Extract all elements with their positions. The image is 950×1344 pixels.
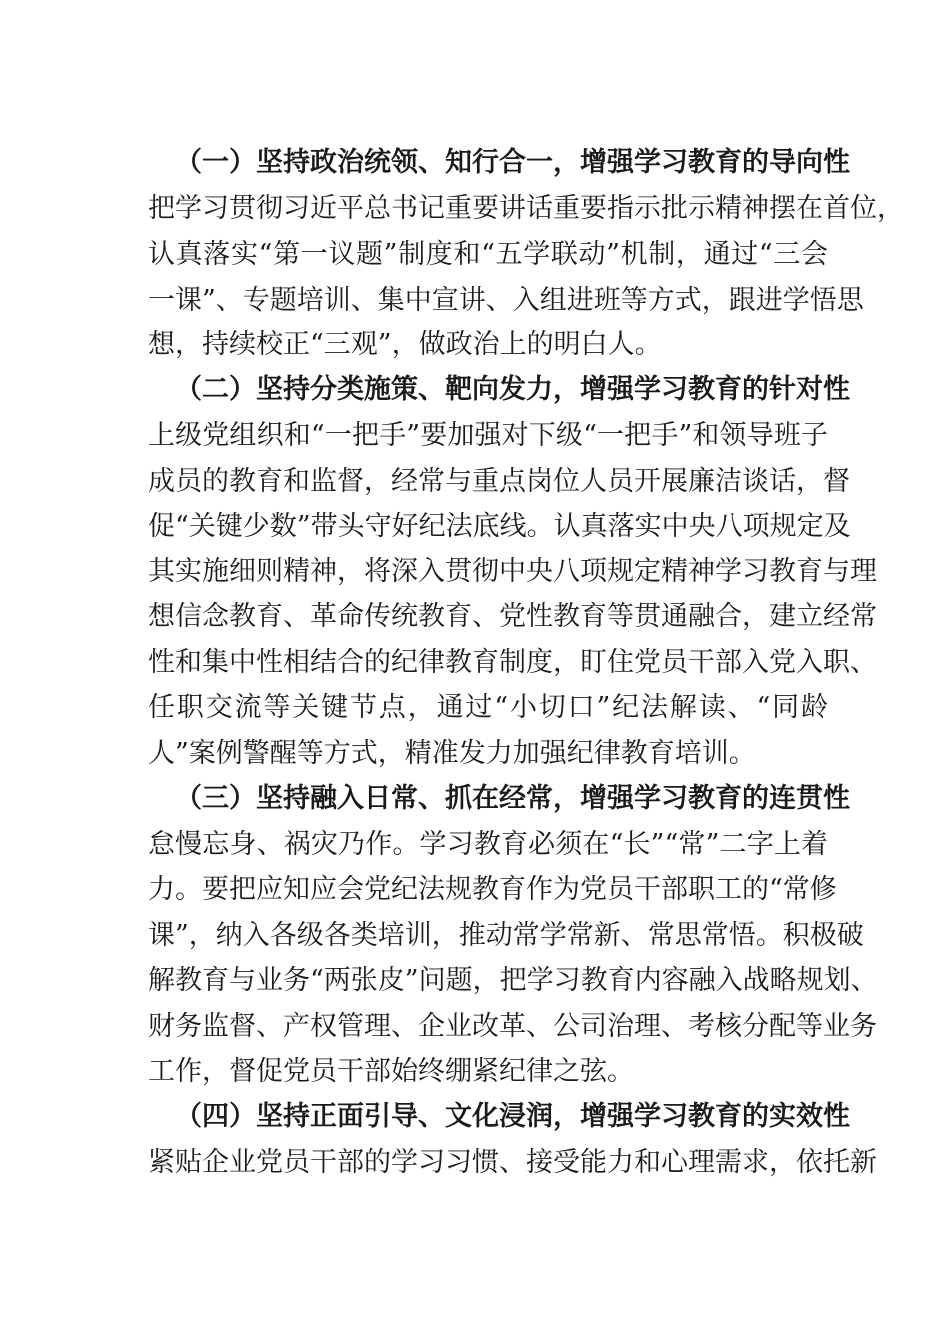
body-line: 性和集中性相结合的纪律教育制度，盯住党员干部入党入职、 <box>148 647 877 678</box>
body-line: 课”，纳入各级各类培训，推动常学常新、常思常悟。积极破 <box>148 920 864 951</box>
section-heading: （二）坚持分类施策、靶向发力，增强学习教育的针对性 <box>175 374 850 405</box>
body-line: 认真落实“第一议题”制度和“五学联动”机制，通过“三会 <box>148 239 828 270</box>
body-line: 工作，督促党员干部始终绷紧纪律之弦。 <box>148 1056 634 1087</box>
body-line: 紧贴企业党员干部的学习习惯、接受能力和心理需求，依托新 <box>148 1147 877 1178</box>
body-line: 成员的教育和监督，经常与重点岗位人员开展廉洁谈话，督 <box>148 466 850 497</box>
body-line: 怠慢忘身、祸灾乃作。学习教育必须在“长”“常”二字上着 <box>148 829 828 860</box>
body-line: 促“关键少数”带头守好纪法底线。认真落实中央八项规定及 <box>148 511 851 542</box>
body-line: 把学习贯彻习近平总书记重要讲话重要指示批示精神摆在首位， <box>148 193 904 224</box>
body-line: 财务监督、产权管理、企业改革、公司治理、考核分配等业务 <box>148 1011 877 1042</box>
section-heading: （三）坚持融入日常、抓在经常，增强学习教育的连贯性 <box>175 783 850 814</box>
body-line: 想，持续校正“三观”，做政治上的明白人。 <box>148 329 662 360</box>
section-heading: （四）坚持正面引导、文化浸润，增强学习教育的实效性 <box>175 1101 850 1132</box>
body-line: 一课”、专题培训、集中宣讲、入组进班等方式，跟进学悟思 <box>148 285 864 316</box>
body-line: 上级党组织和“一把手”要加强对下级“一把手”和领导班子 <box>148 420 828 451</box>
body-line: 解教育与业务“两张皮”问题，把学习教育内容融入战略规划、 <box>148 965 878 996</box>
body-line: 人”案例警醒等方式，精准发力加强纪律教育培训。 <box>148 738 756 769</box>
section-heading: （一）坚持政治统领、知行合一，增强学习教育的导向性 <box>175 147 850 178</box>
body-line: 其实施细则精神，将深入贯彻中央八项规定精神学习教育与理 <box>148 556 877 587</box>
body-line: 想信念教育、革命传统教育、党性教育等贯通融合，建立经常 <box>148 601 877 632</box>
body-line: 力。要把应知应会党纪法规教育作为党员干部职工的“常修 <box>148 874 837 905</box>
body-line: 任职交流等关键节点，通过“小切口”纪法解读、“同龄 <box>148 692 828 723</box>
